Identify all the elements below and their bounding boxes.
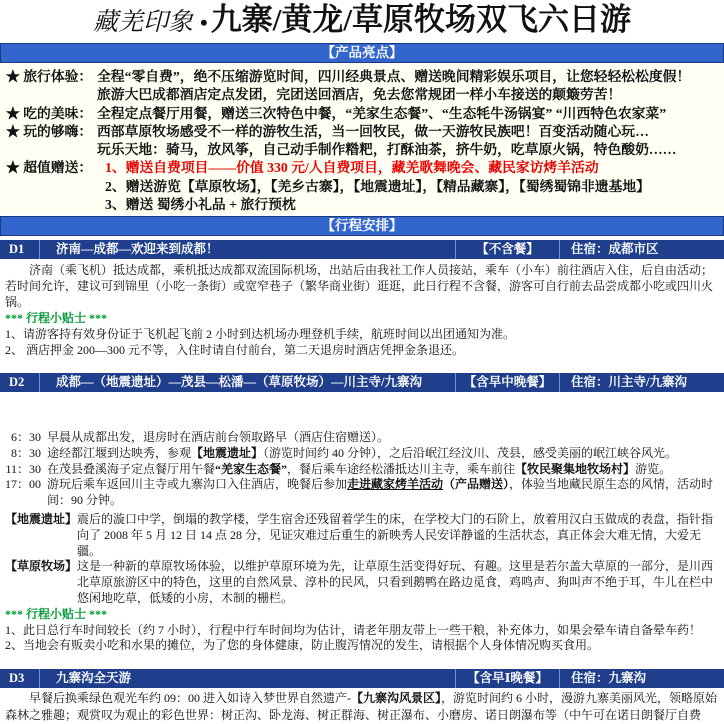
itinerary-header: 【行程安排】	[0, 216, 724, 236]
day-meals: 【含早Ⅰ晚餐】	[456, 669, 560, 688]
spot-text: 震后的漩口中学，倒塌的教学楼，学生宿舍还残留着学生的床，在学校大门的石阶上，放着用汉白玉做成的表盘，指针指向了 2008 年 5 月 12 日 14 点 28 分，见证灾难过后重生的新映秀人民安详静谧的生活状态，真正体会大难无情，大爱无疆。	[77, 511, 714, 558]
tip-item: 2、 酒店押金 200—300 元不等，入住时请自付前台，第二天退房时酒店凭押金条退还。	[5, 343, 465, 357]
day-3-body	[0, 690, 724, 724]
schedule-time: 17：00	[5, 477, 42, 492]
schedule-time: 11：30	[5, 461, 41, 476]
schedule-highlight: （产品赠送）	[443, 477, 510, 492]
spot-descriptions	[5, 512, 720, 607]
highlight-label: ★ 超值赠送：	[6, 160, 93, 176]
highlight-label: ★ 吃的美味：	[6, 105, 93, 121]
tip-item: 1、此日总行车时间较长（约 7 小时），行程中行车时间均为估计，请老年朋友带上一些干粮，补充体力，如果会晕车请自备晕车药！	[5, 622, 702, 637]
spot-label: 【地震遗址】	[5, 511, 78, 526]
intro-text-part: ，游览时间约 6 小时，漫游九寨美丽风光，领略原始森林之雅趣；观赏叹为观止的彩色世界：树正沟、卧龙海、树正群海、树正瀑布、小磨房、诺日朗瀑布等（中午可在诺日朗餐厅自费	[5, 691, 718, 722]
day-1-body	[0, 261, 724, 371]
day-number: D1	[0, 240, 40, 259]
title-separator: •	[200, 10, 208, 35]
intro-highlight: 【九寨沟风景区】	[351, 691, 442, 705]
day-1-bar	[0, 240, 724, 259]
schedule-text	[47, 446, 720, 462]
highlight-fun-continued: 玩乐天地：骑马，放风筝，自己动手制作糌粑，打酥油茶，挤牛奶，吃草原火锅，特色酸奶……	[97, 142, 677, 158]
tip-item: 2、当地会有贩卖小吃和水果的摊位，为了您的身体健康，防止腹泻情况的发生，请根据个人身体情况购买食用。	[5, 638, 600, 653]
day-hotel: 住宿：川主寺/九寨沟	[571, 375, 687, 389]
schedule-time: 6：30	[10, 430, 41, 444]
spot-label: 【草原牧场】	[5, 559, 78, 574]
day-2-bar	[0, 373, 724, 392]
schedule-text-part: （游览时间约 40 分钟），之后沿岷江经汶川、茂县，感受美丽的岷江峡谷风光。	[263, 445, 678, 460]
day-route: 九寨沟全天游	[40, 669, 456, 688]
schedule-text-part: 游览。	[635, 461, 672, 476]
schedule-text-part: ，餐后乘车途经松潘抵达川主寺，乘车前往	[287, 461, 516, 476]
schedule-time: 8：30	[10, 445, 41, 460]
schedule-text-part: 途经都江堰到达映秀，参观	[47, 445, 192, 460]
gift-item: 3、赠送 蜀绣小礼品 + 旅行预枕	[105, 197, 296, 213]
highlight-label: ★ 旅行体验：	[6, 69, 93, 84]
highlights-header: 【产品亮点】	[0, 43, 724, 63]
highlight-gifts	[0, 159, 724, 177]
highlight-fun	[0, 123, 724, 141]
highlight-text: 全程“零自费”，绝不压缩游览时间，四川经典景点、赠送晚间精彩娱乐项目，让您轻轻松松度假！	[97, 69, 691, 84]
day-2-body	[0, 394, 724, 667]
highlight-food	[0, 105, 724, 123]
highlight-experience-continued: 旅游大巴成都酒店定点发团，完团送回酒店，免去您常规团一样小车接送的颠簸劳苦！	[97, 87, 622, 103]
spot-description	[5, 512, 720, 559]
day-hotel: 住宿：九寨沟	[571, 671, 647, 685]
day-route: 济南—成都—欢迎来到成都！	[40, 240, 456, 259]
schedule-underlined: 走进藏家烤羊活动	[347, 477, 444, 492]
highlight-text: 全程定点餐厅用餐，赠送三次特色中餐，“羌家生态餐”、“生态牦牛汤锅宴” “川西特色农家菜”	[97, 105, 667, 121]
day-number: D3	[0, 669, 40, 688]
highlight-text: 西部草原牧场感受不一样的游牧生活，当一回牧民，做一天游牧民族吧！百变活动随心玩…	[97, 123, 649, 139]
day-route: 成都—（地震遗址）—茂县—松潘—（草原牧场）—川主寺/九寨沟	[40, 373, 456, 392]
schedule-row	[5, 446, 720, 462]
spot-text: 这是一种新的草原牧场体验，以维护草原环境为先，让草原生活变得好玩、有趣。这里是若尔盖大草原的一部分，是川西北草原旅游区中的特色，这里的自然风景、淳朴的民风，只看到鹅鸭在路边觅食，鸡鸣声、狗叫声不绝于耳，牛儿在栏中悠闲地吃草，低矮的小房，木制的栅栏。	[77, 559, 714, 605]
schedule-text: 早晨从成都出发，退房时在酒店前台领取路早（酒店住宿赠送）。	[47, 430, 390, 444]
highlight-label: ★ 玩的够嗨：	[6, 123, 93, 139]
gift-item: 1、赠送自费项目——价值 330 元/人自费项目，藏羌歌舞晚会、藏民家访烤羊活动	[105, 160, 599, 176]
title-tour-name: 九寨/黄龙/草原牧场双飞六日游	[210, 2, 631, 37]
schedule-text-part: 游玩后乘车返回川主寺或九寨沟口入住酒店，晚餐后参加	[47, 477, 348, 492]
schedule-highlight: 【地震遗址】	[191, 445, 264, 460]
spot-description	[5, 559, 720, 606]
schedule-text	[47, 462, 720, 478]
intro-text-part: 早餐后换乘绿色观光车约 09：00 进入如诗入梦世界自然遗产-	[29, 691, 351, 705]
schedule-row	[5, 430, 720, 446]
document-title	[0, 0, 724, 40]
schedule-highlight: 【牧民聚集地牧场村】	[515, 461, 636, 476]
schedule-text-part: ，体验当地藏民原生态的风情，活动时间：90 分钟。	[47, 477, 714, 508]
schedule-row	[5, 477, 720, 509]
day-intro	[5, 690, 720, 724]
day-meals: 【不含餐】	[456, 240, 560, 259]
highlight-experience	[0, 68, 724, 86]
highlights-section	[0, 63, 724, 214]
title-brand: 藏羌印象	[93, 9, 194, 36]
day-meals: 【含早中晚餐】	[456, 373, 560, 392]
tips-title: *** 行程小贴士 ***	[5, 606, 108, 621]
schedule-text-part: 在茂县叠溪海子定点餐厅用午餐	[47, 461, 216, 476]
tip-item: 1、请游客持有效身份证于飞机起飞前 2 小时到达机场办理登机手续，航班时间以出团通知为准。	[5, 327, 516, 341]
gift-item: 2、赠送游览【草原牧场】，【羌乡古寨】，【地震遗址】，【精品藏寨】，【蜀绣蜀锦非遗基地】	[105, 178, 650, 194]
day-intro: 济南（乘飞机）抵达成都，乘机抵达成都双流国际机场，出站后由我社工作人员接站，乘车（小车）前往酒店入住，后自由活动；若时间允许，建议可到锦里（小吃一条街）或宽窄巷子（繁华商业街）逛逛，此日行程不含餐，游客可自行前去品尝成都小吃或四川火锅。	[5, 263, 714, 309]
schedule-highlight: “羌家生态餐”	[215, 461, 288, 476]
day-hotel: 住宿：成都市区	[571, 242, 659, 256]
day-3-bar	[0, 669, 724, 688]
schedule-row	[5, 462, 720, 478]
tips-title: *** 行程小贴士 ***	[5, 311, 108, 325]
schedule-text	[47, 477, 720, 509]
day-number: D2	[0, 373, 40, 392]
